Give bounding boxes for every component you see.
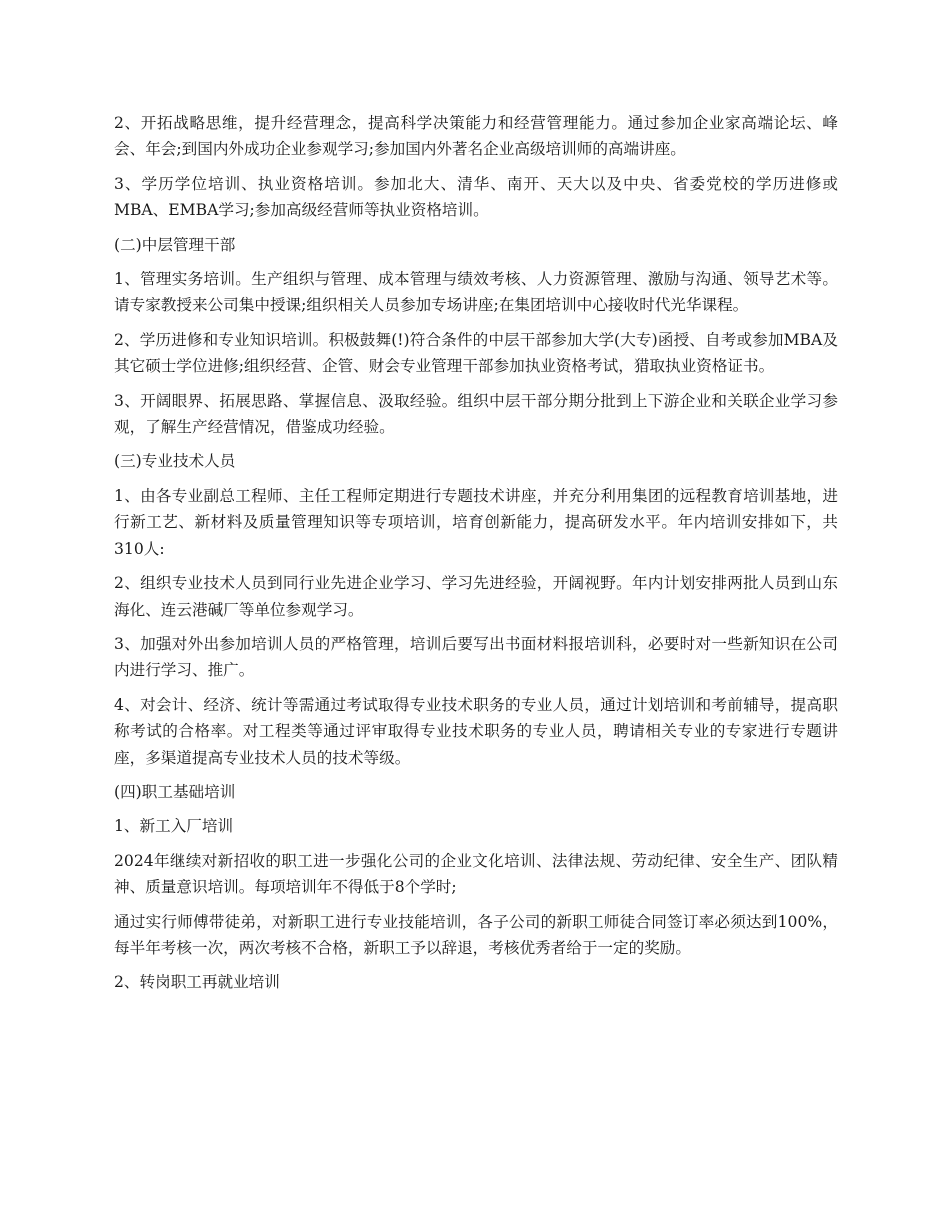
subsection-heading: 1、新工入厂培训 <box>114 817 234 836</box>
document-page <box>114 110 838 1004</box>
paragraph: 4、对会计、经济、统计等需通过考试取得专业技术职务的专业人员，通过计划培训和考前辅导，提高职称考试的合格率。对工程类等通过评审取得专业技术职务的专业人员，聘请相关专业的专家进行专题讲座，多渠道提高专业技术人员的技术等级。 <box>114 695 838 767</box>
paragraph: 通过实行师傅带徒弟，对新职工进行专业技能培训，各子公司的新职工师徒合同签订率必须达到100%，每半年考核一次，两次考核不合格，新职工予以辞退，考核优秀者给于一定的奖励。 <box>114 912 838 957</box>
section-heading: (四)职工基础培训 <box>114 782 236 801</box>
paragraph: 2、开拓战略思维，提升经营理念，提高科学决策能力和经营管理能力。通过参加企业家高端论坛、峰会、年会;到国内外成功企业参观学习;参加国内外著名企业高级培训师的高端讲座。 <box>114 114 838 159</box>
paragraph: 3、学历学位培训、执业资格培训。参加北大、清华、南开、天大以及中央、省委党校的学历进修或MBA、EMBA学习;参加高级经营师等执业资格培训。 <box>114 174 838 220</box>
subsection-heading: 2、转岗职工再就业培训 <box>114 973 280 992</box>
paragraph: 3、开阔眼界、拓展思路、掌握信息、汲取经验。组织中层干部分期分批到上下游企业和关联企业学习参观，了解生产经营情况，借鉴成功经验。 <box>114 391 838 437</box>
paragraph: 1、管理实务培训。生产组织与管理、成本管理与绩效考核、人力资源管理、激励与沟通、领导艺术等。请专家教授来公司集中授课;组织相关人员参加专场讲座;在集团培训中心接收时代光华课程。 <box>114 270 838 315</box>
paragraph: 3、加强对外出参加培训人员的严格管理，培训后要写出书面材料报培训科，必要时对一些新知识在公司内进行学习、推广。 <box>114 634 838 680</box>
section-heading: (二)中层管理干部 <box>114 235 236 254</box>
paragraph: 1、由各专业副总工程师、主任工程师定期进行专题技术讲座，并充分利用集团的远程教育培训基地，进行新工艺、新材料及质量管理知识等专项培训，培育创新能力，提高研发水平。年内培训安排如下，共310人: <box>114 486 838 558</box>
section-heading: (三)专业技术人员 <box>114 452 236 471</box>
paragraph: 2024年继续对新招收的职工进一步强化公司的企业文化培训、法律法规、劳动纪律、安全生产、团队精神、质量意识培训。每项培训年不得低于8个学时; <box>114 851 838 897</box>
paragraph: 2、组织专业技术人员到同行业先进企业学习、学习先进经验，开阔视野。年内计划安排两批人员到山东海化、连云港碱厂等单位参观学习。 <box>114 574 838 619</box>
paragraph: 2、学历进修和专业知识培训。积极鼓舞(!)符合条件的中层干部参加大学(大专)函授、自考或参加MBA及其它硕士学位进修;组织经营、企管、财会专业管理干部参加执业资格考试，猎取执业资格证书。 <box>114 330 838 376</box>
